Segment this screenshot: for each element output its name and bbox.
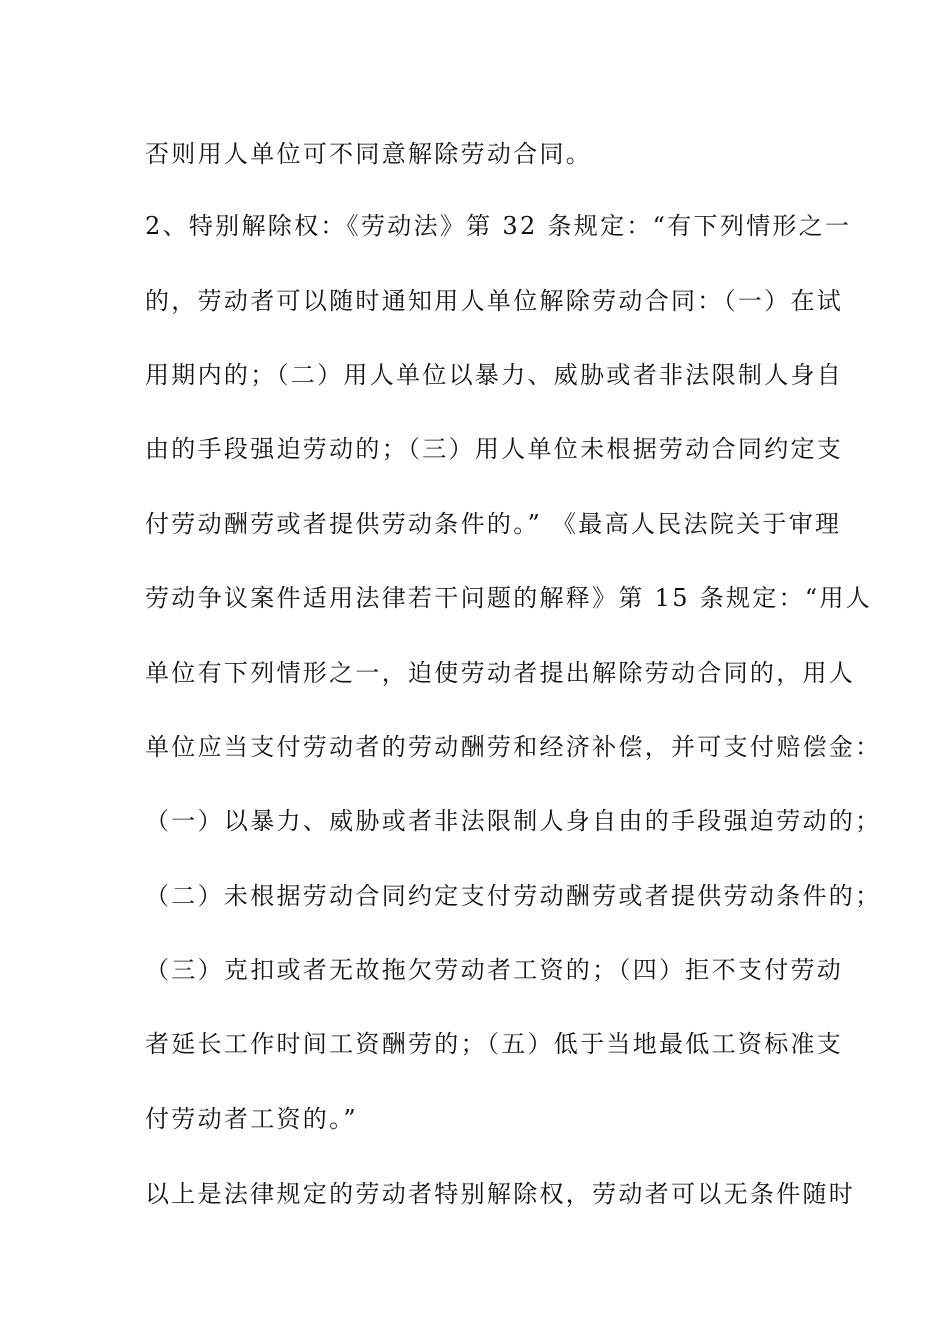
- text-line: （二）未根据劳动合同约定支付劳动酬劳或者提供劳动条件的；: [145, 882, 882, 910]
- text-line: 单位应当支付劳动者的劳动酬劳和经济补偿，并可支付赔偿金：: [145, 733, 882, 761]
- text-line: 以上是法律规定的劳动者特别解除权，劳动者可以无条件随时: [145, 1180, 856, 1208]
- text-line: （三）克扣或者无故拖欠劳动者工资的；（四）拒不支付劳动: [145, 956, 844, 984]
- text-line: 由的手段强迫劳动的；（三）用人单位未根据劳动合同约定支: [145, 435, 844, 463]
- text-line: 否则用人单位可不同意解除劳动合同。: [145, 140, 593, 168]
- text-line: 付劳动酬劳或者提供劳动条件的。” 《最高人民法院关于审理: [145, 510, 842, 538]
- text-line: 者延长工作时间工资酬劳的；（五）低于当地最低工资标准支: [145, 1030, 844, 1058]
- text-line: 劳动争议案件适用法律若干问题的解释》第 15 条规定：“用人: [145, 584, 873, 612]
- text-line: 用期内的；（二）用人单位以暴力、威胁或者非法限制人身自: [145, 361, 844, 389]
- text-line: 2、特别解除权：《劳动法》第 32 条规定：“有下列情形之一: [145, 212, 852, 240]
- text-line: （一）以暴力、威胁或者非法限制人身自由的手段强迫劳动的；: [145, 807, 882, 835]
- text-line: 单位有下列情形之一，迫使劳动者提出解除劳动合同的，用人: [145, 659, 856, 687]
- text-line: 的，劳动者可以随时通知用人单位解除劳动合同：（一）在试: [145, 287, 844, 315]
- text-line: 付劳动者工资的。”: [145, 1105, 358, 1133]
